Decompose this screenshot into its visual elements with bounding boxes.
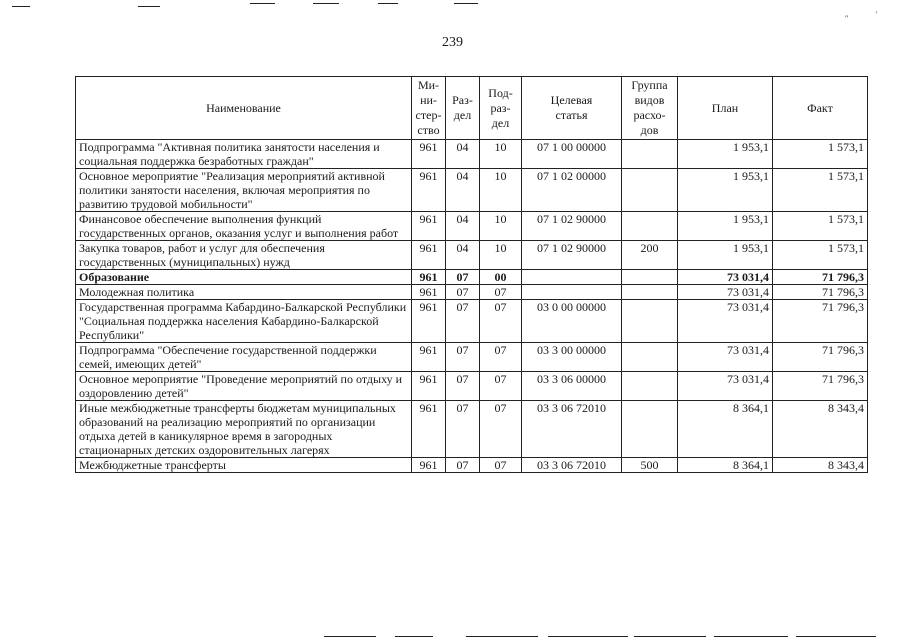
cell-ministry: 961 — [412, 241, 446, 270]
cell-target: 07 1 02 90000 — [522, 241, 622, 270]
cell-group: 500 — [622, 458, 678, 473]
cell-plan: 73 031,4 — [678, 343, 773, 372]
cell-subsection: 07 — [480, 285, 522, 300]
cell-ministry: 961 — [412, 212, 446, 241]
cell-group — [622, 372, 678, 401]
cell-section: 04 — [446, 212, 480, 241]
cell-name: Государственная программа Кабардино-Балкарской Республики "Социальная поддержка населения Кабардино-Балкарской Республики" — [76, 300, 412, 343]
scan-mark — [634, 636, 706, 637]
cell-group — [622, 212, 678, 241]
cell-subsection: 07 — [480, 401, 522, 458]
table-row — [76, 270, 868, 285]
cell-section: 07 — [446, 401, 480, 458]
cell-fact: 71 796,3 — [773, 285, 868, 300]
cell-subsection: 07 — [480, 458, 522, 473]
cell-ministry: 961 — [412, 270, 446, 285]
cell-plan: 73 031,4 — [678, 285, 773, 300]
scan-mark: ' — [876, 10, 878, 19]
table-row — [76, 458, 868, 473]
cell-section: 07 — [446, 285, 480, 300]
cell-subsection: 07 — [480, 300, 522, 343]
page-number: 239 — [442, 35, 463, 50]
column-header-target: Целевая статья — [522, 77, 622, 140]
scan-mark — [454, 3, 478, 4]
cell-target: 07 1 02 90000 — [522, 212, 622, 241]
cell-group — [622, 270, 678, 285]
cell-section: 04 — [446, 241, 480, 270]
cell-plan: 1 953,1 — [678, 169, 773, 212]
cell-target: 07 1 02 00000 — [522, 169, 622, 212]
cell-subsection: 10 — [480, 140, 522, 169]
cell-name: Закупка товаров, работ и услуг для обеспечения государственных (муниципальных) нужд — [76, 241, 412, 270]
scan-mark — [138, 6, 160, 7]
cell-plan: 73 031,4 — [678, 270, 773, 285]
cell-section: 04 — [446, 140, 480, 169]
cell-target: 03 3 06 72010 — [522, 458, 622, 473]
cell-name: Основное мероприятие "Проведение мероприятий по отдыху и оздоровлению детей" — [76, 372, 412, 401]
table-row — [76, 140, 868, 169]
cell-name: Финансовое обеспечение выполнения функций государственных органов, оказания услуг и выполнения работ — [76, 212, 412, 241]
scan-mark — [250, 3, 275, 4]
cell-ministry: 961 — [412, 372, 446, 401]
scan-mark — [796, 636, 876, 637]
cell-subsection: 07 — [480, 372, 522, 401]
scan-mark: " — [845, 14, 849, 23]
cell-name: Основное мероприятие "Реализация мероприятий активной политики занятости населения, включая мероприятия по развитию трудовой мобильности" — [76, 169, 412, 212]
scan-mark — [378, 3, 398, 4]
cell-section: 07 — [446, 372, 480, 401]
cell-subsection: 10 — [480, 241, 522, 270]
cell-fact: 71 796,3 — [773, 343, 868, 372]
table-row — [76, 285, 868, 300]
cell-name: Образование — [76, 270, 412, 285]
scan-mark — [313, 3, 339, 4]
scan-mark — [714, 636, 788, 637]
cell-fact: 8 343,4 — [773, 401, 868, 458]
cell-target: 07 1 00 00000 — [522, 140, 622, 169]
cell-group — [622, 343, 678, 372]
cell-target — [522, 270, 622, 285]
cell-fact: 1 573,1 — [773, 212, 868, 241]
cell-subsection: 10 — [480, 212, 522, 241]
column-header-group: Группа видов расхо- дов — [622, 77, 678, 140]
cell-group — [622, 401, 678, 458]
cell-group — [622, 140, 678, 169]
cell-fact: 1 573,1 — [773, 241, 868, 270]
cell-subsection: 07 — [480, 343, 522, 372]
column-header-section: Раз- дел — [446, 77, 480, 140]
table-row — [76, 300, 868, 343]
cell-fact: 71 796,3 — [773, 372, 868, 401]
cell-ministry: 961 — [412, 458, 446, 473]
cell-section: 07 — [446, 458, 480, 473]
cell-group: 200 — [622, 241, 678, 270]
cell-plan: 1 953,1 — [678, 212, 773, 241]
cell-plan: 1 953,1 — [678, 241, 773, 270]
column-header-subsection: Под- раз- дел — [480, 77, 522, 140]
scan-mark — [548, 636, 628, 637]
scan-mark — [324, 636, 376, 637]
cell-section: 07 — [446, 300, 480, 343]
cell-section: 07 — [446, 343, 480, 372]
table-row — [76, 372, 868, 401]
cell-plan: 8 364,1 — [678, 401, 773, 458]
table-row — [76, 343, 868, 372]
column-header-plan: План — [678, 77, 773, 140]
cell-subsection: 10 — [480, 169, 522, 212]
cell-plan: 8 364,1 — [678, 458, 773, 473]
table-row — [76, 401, 868, 458]
cell-fact: 1 573,1 — [773, 169, 868, 212]
cell-target: 03 3 06 00000 — [522, 372, 622, 401]
cell-section: 04 — [446, 169, 480, 212]
cell-plan: 1 953,1 — [678, 140, 773, 169]
column-header-ministry: Ми- ни- стер- ство — [412, 77, 446, 140]
scan-mark — [12, 6, 30, 7]
cell-target — [522, 285, 622, 300]
scan-mark — [466, 636, 538, 637]
cell-plan: 73 031,4 — [678, 372, 773, 401]
cell-target: 03 3 00 00000 — [522, 343, 622, 372]
cell-fact: 71 796,3 — [773, 270, 868, 285]
budget-table — [75, 76, 868, 473]
cell-name: Подпрограмма "Обеспечение государственной поддержки семей, имеющих детей" — [76, 343, 412, 372]
column-header-fact: Факт — [773, 77, 868, 140]
cell-ministry: 961 — [412, 169, 446, 212]
cell-plan: 73 031,4 — [678, 300, 773, 343]
table-header-row — [76, 77, 868, 140]
table-row — [76, 169, 868, 212]
cell-ministry: 961 — [412, 401, 446, 458]
cell-ministry: 961 — [412, 285, 446, 300]
cell-group — [622, 300, 678, 343]
cell-fact: 1 573,1 — [773, 140, 868, 169]
cell-target: 03 0 00 00000 — [522, 300, 622, 343]
cell-ministry: 961 — [412, 300, 446, 343]
cell-target: 03 3 06 72010 — [522, 401, 622, 458]
cell-section: 07 — [446, 270, 480, 285]
cell-ministry: 961 — [412, 140, 446, 169]
cell-subsection: 00 — [480, 270, 522, 285]
cell-fact: 8 343,4 — [773, 458, 868, 473]
table-row — [76, 212, 868, 241]
cell-name: Подпрограмма "Активная политика занятости населения и социальная поддержка безработных граждан" — [76, 140, 412, 169]
table-row — [76, 241, 868, 270]
cell-ministry: 961 — [412, 343, 446, 372]
cell-group — [622, 169, 678, 212]
cell-fact: 71 796,3 — [773, 300, 868, 343]
cell-group — [622, 285, 678, 300]
column-header-name: Наименование — [76, 77, 412, 140]
scan-mark — [395, 636, 433, 637]
cell-name: Молодежная политика — [76, 285, 412, 300]
cell-name: Иные межбюджетные трансферты бюджетам муниципальных образований на реализацию мероприятий по организации отдыха детей в каникулярное время в загородных стационарных детских оздоровительных лагерях — [76, 401, 412, 458]
cell-name: Межбюджетные трансферты — [76, 458, 412, 473]
